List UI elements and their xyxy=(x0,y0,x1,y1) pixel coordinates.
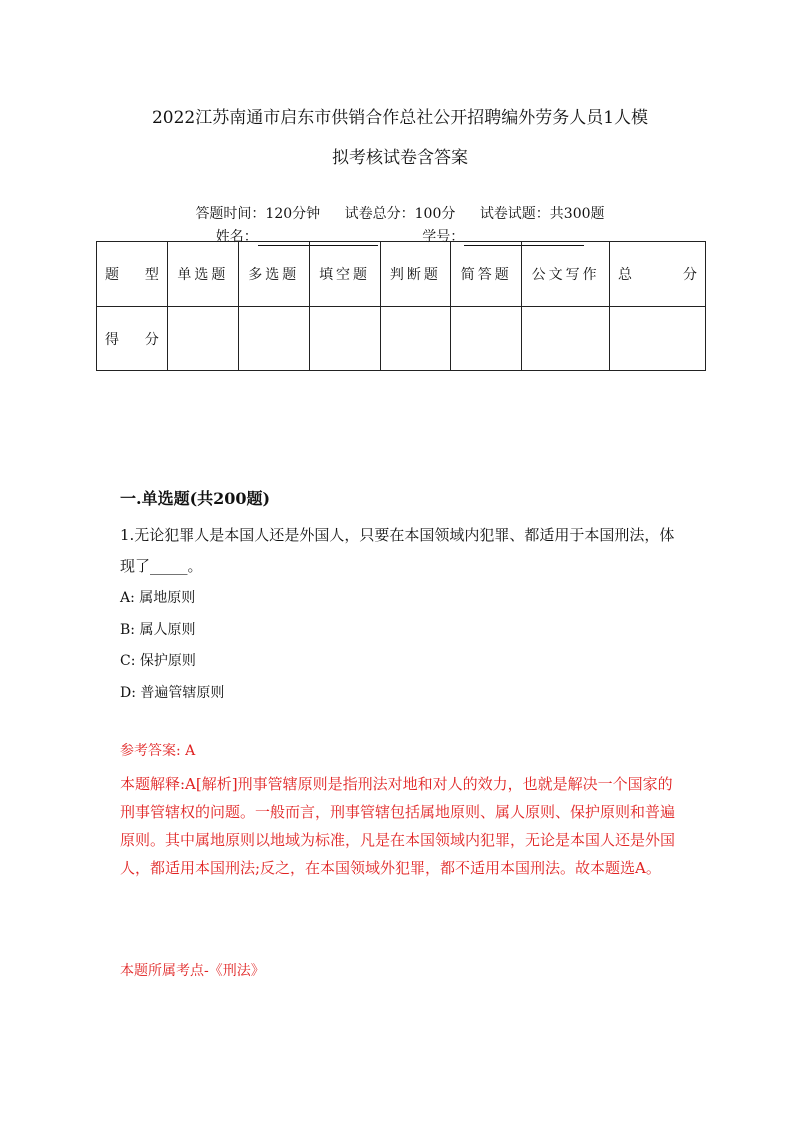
option-c[interactable]: C: 保护原则 xyxy=(120,653,196,669)
score-cell-short-answer[interactable] xyxy=(451,307,522,371)
col-multiple-choice: 多选题 xyxy=(238,242,309,307)
score-cell-document-writing[interactable] xyxy=(522,307,610,371)
question-text: 1.无论犯罪人是本国人还是外国人，只要在本国领域内犯罪、都适用于本国刑法，体现了_____。 xyxy=(120,526,675,575)
exam-total-score: 试卷总分：100分 xyxy=(344,206,456,222)
name-label: 姓名： xyxy=(215,229,258,245)
score-table-score-row xyxy=(97,307,706,371)
score-cell-single-choice[interactable] xyxy=(167,307,238,371)
option-b[interactable]: B: 属人原则 xyxy=(120,622,196,638)
score-row-header xyxy=(97,307,168,371)
exam-title-line1: 2022江苏南通市启东市供销合作总社公开招聘编外劳务人员1人模 xyxy=(151,108,649,128)
score-cell-total[interactable] xyxy=(610,307,706,371)
option-d[interactable]: D: 普遍管辖原则 xyxy=(120,685,225,701)
exam-title-line2: 拟考核试卷含答案 xyxy=(332,148,468,168)
type-header-char1: 题 xyxy=(105,267,119,283)
type-header-char2: 型 xyxy=(144,267,159,283)
section-heading: 一.单选题(共200题) xyxy=(120,489,271,508)
reference-answer: 参考答案: A xyxy=(120,743,196,759)
total-header-char1: 总 xyxy=(618,267,633,283)
student-id-label: 学号： xyxy=(422,229,465,245)
exam-meta xyxy=(100,203,700,223)
exam-question-count: 试卷试题：共300题 xyxy=(479,206,605,222)
question-topic: 本题所属考点-《刑法》 xyxy=(120,963,265,979)
score-cell-fill-blank[interactable] xyxy=(309,307,380,371)
score-table xyxy=(96,241,706,371)
score-header-char2: 分 xyxy=(144,331,159,348)
score-table-header-row xyxy=(97,242,706,307)
exam-time: 答题时间：120分钟 xyxy=(195,206,321,222)
col-short-answer: 简答题 xyxy=(451,242,522,307)
total-header-char2: 分 xyxy=(683,267,697,283)
score-table-type-header xyxy=(97,242,168,307)
col-single-choice: 单选题 xyxy=(167,242,238,307)
col-document-writing: 公文写作 xyxy=(522,242,610,307)
col-true-false: 判断题 xyxy=(380,242,451,307)
score-cell-multiple-choice[interactable] xyxy=(238,307,309,371)
score-cell-true-false[interactable] xyxy=(380,307,451,371)
col-fill-blank: 填空题 xyxy=(309,242,380,307)
option-a[interactable]: A: 属地原则 xyxy=(120,590,196,606)
col-total xyxy=(610,242,706,307)
score-header-char1: 得 xyxy=(105,331,119,348)
answer-explanation: 本题解释:A[解析]刑事管辖原则是指刑法对地和对人的效力，也就是解决一个国家的刑事管辖权的问题。一般而言，刑事管辖包括属地原则、属人原则、保护原则和普遍原则。其中属地原则以地域为标准，凡是在本国领域内犯罪，无论是本国人还是外国人，都适用本国刑法;反之，在本国领域外犯罪，都不适用本国刑法。故本题选A。 xyxy=(120,775,676,877)
